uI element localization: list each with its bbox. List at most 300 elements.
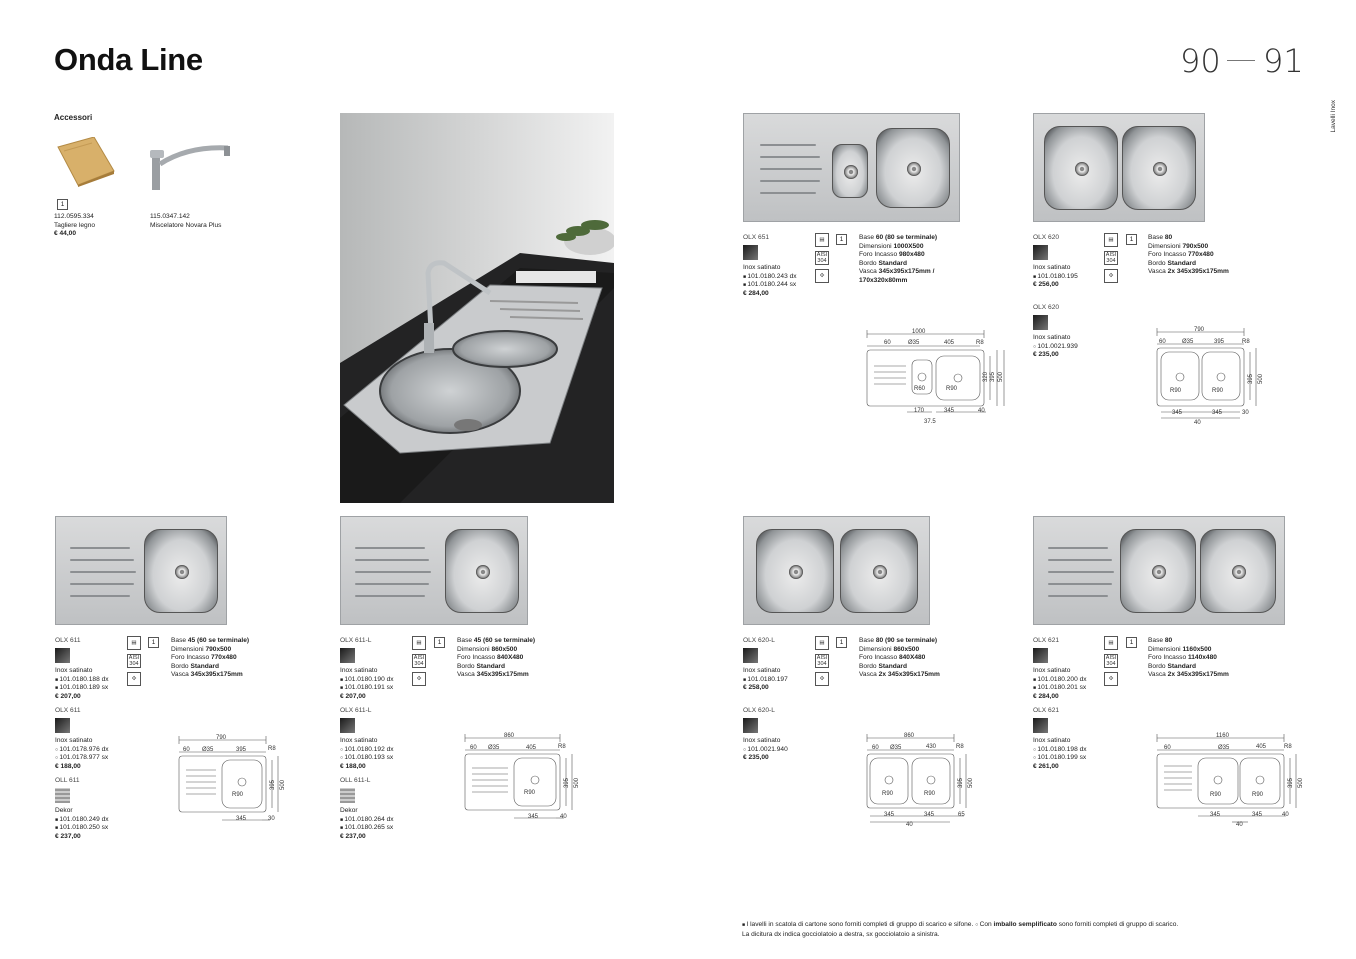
drainer-groove [760,192,816,194]
drain [175,565,189,579]
drain [907,162,921,176]
dim-h1: 320 [983,371,989,382]
accessory-code: 112.0595.334 [54,213,94,220]
left-bowl [1044,126,1118,210]
finish-swatch [55,648,70,663]
product-code: ■ 101.0180.189 sx [55,684,109,693]
product-code: ■ 101.0180.244 sx [743,281,797,290]
spec-bowl-2: 170x320x80mm [859,276,908,284]
drainer-groove [760,144,816,146]
product-price: € 235,00 [1033,351,1059,359]
dim-c: 405 [526,745,537,751]
footnote-simplified-suffix: sono forniti completi di gruppo di scarico. [1056,921,1179,928]
olx621-variant-inox [1033,667,1087,701]
dim-bottom-3: 30 [1242,410,1249,416]
aisi-304-icon: AISI 304 [128,655,140,667]
dim-a: 60 [470,745,477,751]
cutting-board-image [56,137,116,187]
spec-dimensions: 860x500 [893,645,920,653]
finish-swatch [1033,648,1048,663]
drainer-groove [760,168,822,170]
spec-base: 45 (60 se terminale) [473,637,536,644]
dim-r90: R90 [524,790,536,796]
qty-badge: 1 [148,637,159,648]
dim-bottom-3: 40 [1282,812,1289,818]
fan-icon: ✣ [412,672,426,686]
finish-swatch [340,648,355,663]
fan-icon: ✣ [127,672,141,686]
aisi-304-icon: AISI 304 [816,655,828,667]
dim-h2: 395 [270,779,276,790]
aisi-304-icon: AISI 304 [1105,655,1117,667]
dim-radius: R8 [268,746,276,752]
spec-label: Foro Incasso [171,654,211,662]
dim-h2: 395 [1248,373,1254,384]
dim-radius: R8 [1242,339,1250,345]
model-name: OLL 611 [55,777,80,784]
sink-olx621-image [1033,516,1285,625]
olx611-variant-inox [55,667,109,701]
right-bowl [1200,529,1276,613]
olx611-variant-dekor [55,807,109,841]
spec-edge: Standard [1167,662,1197,670]
finish-label: Inox satinato [55,667,93,674]
spec-label: Base [859,637,876,644]
product-code: ○ 101.0178.977 sx [55,754,109,763]
drain [1153,162,1167,176]
footnote-dx-sx: La dicitura dx indica gocciolatoio a destra, sx gocciolatoio a sinistra. [742,931,940,938]
product-code: ■ 101.0180.195 [1033,273,1078,282]
right-bowl [1122,126,1196,210]
product-code: ■ 101.0180.190 dx [340,676,394,685]
dim-bottom-2: 345 [236,816,247,822]
spec-edge: Standard [476,662,506,670]
spec-edge: Standard [878,259,908,267]
model-name: OLX 651 [743,234,770,241]
technical-drawing-olx651 [862,326,1012,426]
olx611l-variant-dekor [340,807,394,841]
dim-c: 430 [926,744,937,750]
model-name: OLX 620-L [743,637,775,644]
product-price: € 261,00 [1033,762,1059,770]
finish-swatch [1033,245,1048,260]
main-bowl [876,128,950,208]
product-code: ○ 101.0180.199 sx [1033,754,1087,763]
finish-label: Inox satinato [340,667,378,674]
olx611-specs [171,637,249,680]
product-code: ■ 101.0180.197 [743,676,788,685]
accessory-name: Miscelatore Novara Plus [150,221,222,229]
model-name: OLX 620-L [743,707,775,714]
drainer-groove [355,583,429,585]
spec-label: Dimensioni [1148,645,1183,653]
dim-width: 790 [1194,327,1205,333]
olx651-specs [859,234,937,286]
spec-label: Vasca [457,671,477,679]
footnote-boxed: ■ I lavelli in scatola di cartone sono forniti completi di gruppo di scarico e sifone. [742,921,973,928]
dim-h2: 395 [958,777,964,788]
product-code: ■ 101.0180.264 dx [340,816,394,825]
drainer-groove [355,559,429,561]
qty-badge: 1 [1126,234,1137,245]
spec-cutout: 770x480 [210,654,237,662]
qty-badge: 1 [836,234,847,245]
finish-label: Dekor [340,807,358,814]
footnote-simplified-bold: imballo semplificato [993,921,1057,928]
product-code: ○ 101.0021.939 [1033,343,1078,352]
right-bowl [840,529,918,613]
dim-c: 395 [236,747,247,753]
finish-label: Inox satinato [743,667,781,674]
drainer-groove [355,571,431,573]
finish-label: Dekor [55,807,73,814]
spec-label: Foro Incasso [457,654,497,662]
drain [844,165,858,179]
dim-bottom-3: 40 [978,408,985,414]
spec-label: Bordo [1148,662,1168,670]
spec-bowl: 2x 345x395x175mm [878,671,940,679]
product-price: € 256,00 [1033,281,1059,289]
drainer-groove [1048,595,1108,597]
dim-r90: R90 [1212,388,1224,394]
page-number-divider [1227,60,1255,61]
dim-bottom-2: 345 [528,814,539,820]
sink-olx620-image [1033,113,1205,222]
model-name: OLL 611-L [340,777,371,784]
spec-label: Bordo [859,662,879,670]
footnote-simplified-prefix: ○ Con [975,921,993,928]
drain [476,565,490,579]
drainer-groove [1048,583,1112,585]
dim-hole: Ø35 [488,745,500,751]
qty-badge: 1 [1126,637,1137,648]
spec-base: 80 [1164,637,1173,644]
dim-bottom-3: 65 [958,812,965,818]
accessory-price: € 44,00 [54,230,76,238]
drainer-groove [70,571,136,573]
dim-bottom-1: 345 [884,812,895,818]
qty-badge: 1 [434,637,445,648]
drainer-groove [70,595,130,597]
finish-label: Inox satinato [743,737,781,744]
product-price: € 235,00 [743,754,769,762]
spec-base: 80 [1164,234,1173,241]
product-price: € 284,00 [743,289,769,297]
model-name: OLX 620 [1033,234,1060,241]
dim-a: 60 [872,745,879,751]
left-bowl [1120,529,1196,613]
dim-width: 790 [216,735,227,741]
faucet-image [148,142,234,192]
olx620l-variant-simplified [743,737,788,763]
dim-h3: 500 [998,371,1004,382]
model-name: OLX 611 [55,637,81,644]
finish-swatch [743,245,758,260]
spec-edge: Standard [878,662,908,670]
spec-label: Base [859,234,876,241]
drainer-groove [1048,559,1112,561]
spec-label: Bordo [1148,259,1168,267]
product-code: ○ 101.0178.976 dx [55,746,109,755]
drainer-groove [70,559,134,561]
sink-olx611l-image [340,516,528,625]
page-number-right: 91 [1263,42,1304,80]
main-bowl [445,529,519,613]
dim-radius: R8 [976,340,984,346]
spec-label: Foro Incasso [1148,654,1188,662]
finish-swatch [743,718,758,733]
dim-width: 860 [504,733,515,739]
dim-bottom-4: 37.5 [924,419,936,425]
spec-label: Dimensioni [1148,242,1183,250]
product-code: ○ 101.0021.940 [743,746,788,755]
dim-r90: R90 [924,791,936,797]
page-title: Onda Line [54,42,203,77]
spec-label: Base [1148,234,1165,241]
product-price: € 188,00 [340,762,366,770]
dim-a: 60 [1164,745,1171,751]
product-code: ○ 101.0180.193 sx [340,754,394,763]
spec-label: Dimensioni [171,645,206,653]
olx620-specs [1148,234,1229,277]
model-name: OLX 621 [1033,637,1060,644]
dim-r90: R90 [1252,792,1264,798]
olx620l-variant-inox [743,667,788,693]
spec-cutout: 840X480 [496,654,524,662]
dim-bottom-4: 40 [1236,822,1243,828]
olx611l-variant-inox [340,667,394,701]
spec-label: Vasca [859,268,879,276]
spec-label: Base [457,637,474,644]
qty-badge: 1 [836,637,847,648]
product-code: ■ 101.0180.243 dx [743,273,797,282]
olx620-variant-simplified [1033,334,1078,360]
spec-label: Vasca [859,671,879,679]
finish-label: Inox satinato [1033,334,1071,341]
finish-swatch [743,648,758,663]
spec-dimensions: 790x500 [1182,242,1209,250]
dim-bottom-1: 170 [914,408,925,414]
sink-olx620l-image [743,516,930,625]
spec-label: Bordo [457,662,477,670]
model-name: OLX 611-L [340,637,372,644]
technical-drawing-olx611 [174,730,294,826]
dim-r90: R90 [882,791,894,797]
drain [1152,565,1166,579]
aisi-304-icon: AISI 304 [413,655,425,667]
technical-drawing-olx621 [1152,728,1307,828]
dim-h3: 500 [280,779,286,790]
finish-label: Inox satinato [1033,264,1071,271]
spec-label: Base [1148,637,1165,644]
accessory-board-info [54,213,95,239]
product-code: ■ 101.0180.188 dx [55,676,109,685]
drainer-groove [1048,571,1114,573]
aisi-304-icon: AISI 304 [816,252,828,264]
product-code: ■ 101.0180.191 sx [340,684,394,693]
finish-label: Inox satinato [1033,737,1071,744]
spec-edge: Standard [1167,259,1197,267]
accessory-code: 115.0347.142 [150,213,190,220]
spec-base: 80 (90 se terminale) [875,637,938,644]
dim-hole: Ø35 [202,747,214,753]
model-name: OLX 611-L [340,707,372,714]
spec-base: 45 (60 se terminale) [187,637,250,644]
dim-width: 1160 [1216,733,1229,739]
dim-r90: R90 [232,792,244,798]
spec-bowl: 345x395x175mm [476,671,529,679]
drainer-groove [70,547,130,549]
dim-c: 405 [1256,744,1267,750]
drainer-groove [1048,547,1108,549]
drain [1232,565,1246,579]
spec-label: Dimensioni [859,242,894,250]
drainer-groove [760,156,820,158]
drainer-groove [760,180,820,182]
dekor-swatch [55,788,70,803]
spec-dimensions: 790x500 [205,645,232,653]
dim-h2: 395 [564,777,570,788]
dim-bottom-2: 345 [944,408,955,414]
dim-h2: 395 [990,371,996,382]
olx611l-variant-simplified [340,737,394,771]
spec-label: Vasca [1148,268,1168,276]
dim-a: 60 [183,747,190,753]
spec-cutout: 840X480 [898,654,926,662]
fan-icon: ✣ [1104,672,1118,686]
spec-bowl: 345x395x175mm [190,671,243,679]
accessory-name: Tagliere legno [54,221,96,229]
model-name: OLX 611 [55,707,81,714]
dim-c: 405 [944,340,955,346]
side-section-label: Lavelli Inox [1330,100,1337,133]
product-price: € 237,00 [55,832,81,840]
fan-icon: ✣ [1104,269,1118,283]
dim-hole: Ø35 [908,340,920,346]
spec-dimensions: 1160x500 [1182,645,1212,653]
dim-bottom-1: 345 [1210,812,1221,818]
dim-bottom-2: 345 [924,812,935,818]
dim-bottom-4: 40 [1194,420,1201,426]
spec-cutout: 770x480 [1187,251,1214,259]
product-code: ■ 101.0180.201 sx [1033,684,1087,693]
finish-swatch [55,718,70,733]
product-code: ○ 101.0180.198 dx [1033,746,1087,755]
technical-drawing-olx611l [460,728,585,824]
fan-icon: ✣ [815,672,829,686]
cabinet-icon: ▤ [815,233,829,247]
dim-bottom-3: 30 [268,816,275,822]
dim-h3: 500 [1258,373,1264,384]
dim-bottom-2: 345 [1252,812,1263,818]
olx611-variant-simplified [55,737,109,771]
qty-badge: 1 [57,199,68,210]
spec-dimensions: 1000X500 [893,242,924,250]
model-name: OLX 620 [1033,304,1060,311]
spec-label: Bordo [859,259,879,267]
product-price: € 207,00 [340,692,366,700]
dim-bottom-3: 40 [560,814,567,820]
dim-r90: R90 [946,386,958,392]
spec-label: Dimensioni [457,645,492,653]
dim-radius: R8 [558,744,566,750]
dim-r60: R60 [914,386,926,392]
dim-a: 60 [1159,339,1166,345]
dim-h3: 500 [968,777,974,788]
kitchen-sink-photo [340,113,614,503]
sink-olx651-image [743,113,960,222]
dim-c: 395 [1214,339,1225,345]
product-price: € 258,00 [743,684,769,692]
drainer-groove [355,547,425,549]
sink-olx611-image [55,516,227,625]
spec-label: Dimensioni [859,645,894,653]
product-price: € 237,00 [340,832,366,840]
product-price: € 188,00 [55,762,81,770]
olx651-variant-inox [743,264,797,298]
olx620-variant-inox [1033,264,1078,290]
cabinet-icon: ▤ [1104,233,1118,247]
drain [873,565,887,579]
finish-label: Inox satinato [1033,667,1071,674]
spec-bowl: 2x 345x395x175mm [1167,268,1229,276]
product-code: ■ 101.0180.249 dx [55,816,109,825]
spec-label: Foro Incasso [859,654,899,662]
footer-notes [742,920,1302,939]
product-code: ○ 101.0180.192 dx [340,746,394,755]
spec-cutout: 980x480 [898,251,925,259]
spec-cutout: 1140x480 [1187,654,1217,662]
dekor-swatch [340,788,355,803]
main-bowl [144,529,218,613]
finish-label: Inox satinato [55,737,93,744]
aisi-304-icon: AISI 304 [1105,252,1117,264]
dim-bottom-4: 40 [906,822,913,828]
dim-radius: R8 [1284,744,1292,750]
spec-label: Bordo [171,662,191,670]
dim-bottom-1: 345 [1172,410,1183,416]
spec-label: Base [171,637,188,644]
dim-h2: 395 [1288,777,1294,788]
spec-base: 60 (80 se terminale) [875,234,938,241]
finish-swatch [1033,315,1048,330]
cabinet-icon: ▤ [127,636,141,650]
spec-dimensions: 860x500 [491,645,518,653]
model-name: OLX 621 [1033,707,1060,714]
finish-label: Inox satinato [340,737,378,744]
fan-icon: ✣ [815,269,829,283]
accessories-heading: Accessori [54,113,93,122]
cabinet-icon: ▤ [815,636,829,650]
page-number-left: 90 [1180,42,1221,80]
product-code: ■ 101.0180.265 sx [340,824,394,833]
finish-swatch [340,718,355,733]
spec-label: Foro Incasso [859,251,899,259]
drain [789,565,803,579]
technical-drawing-olx620l [862,728,982,828]
product-price: € 284,00 [1033,692,1059,700]
finish-label: Inox satinato [743,264,781,271]
cabinet-icon: ▤ [1104,636,1118,650]
dim-hole: Ø35 [1218,745,1230,751]
drainer-groove [355,595,425,597]
technical-drawing-olx620 [1152,322,1272,426]
dim-width: 860 [904,733,915,739]
cabinet-icon: ▤ [412,636,426,650]
product-price: € 207,00 [55,692,81,700]
product-code: ■ 101.0180.250 sx [55,824,109,833]
olx620l-specs [859,637,940,680]
